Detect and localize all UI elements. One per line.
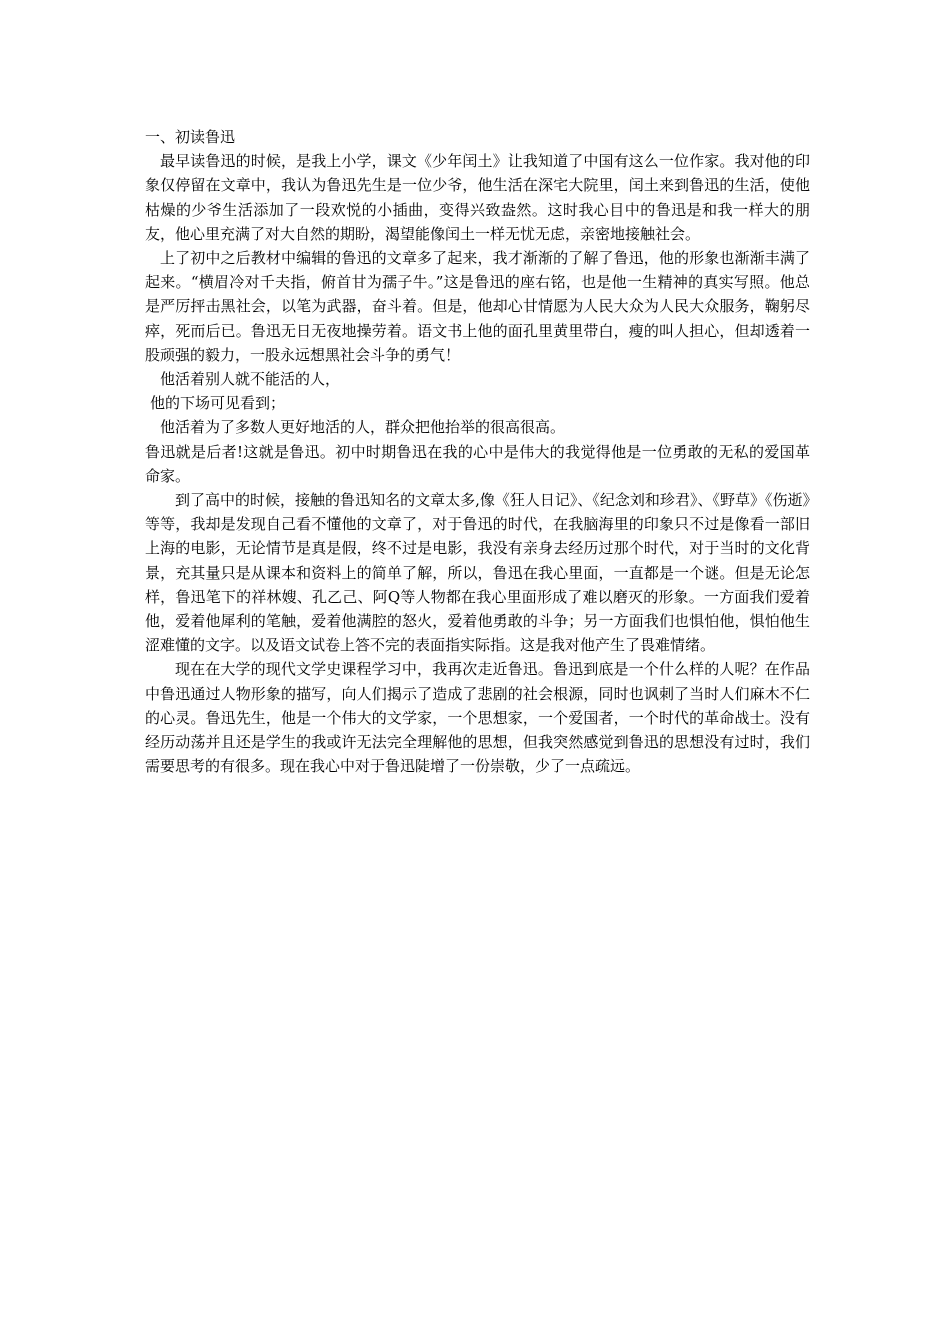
poem-line-2: 他的下场可见看到； [150,394,286,413]
poem-line-3: 他活着为了多数人更好地活的人，群众把他抬举的很高很高。 [160,418,566,437]
paragraph-conclusion-middle: 鲁迅就是后者!这就是鲁迅。初中时期鲁迅在我的心中是伟大的我觉得他是一位勇敢的无私的爱国革命家。 [145,442,810,485]
paragraph-high-school: 到了高中的时候，接触的鲁迅知名的文章太多,像《狂人日记》、《纪念刘和珍君》、《野草》《伤逝》等等，我却是发现自己看不懂他的文章了，对于鲁迅的时代，在我脑海里的印象只不过是像看一部旧上海的电影，无论情节是真是假，终不过是电影，我没有亲身去经历过那个时代，对于当时的文化背景，充其量只是从课本和资料上的简单了解，所以，鲁迅在我心里面，一直都是一个谜。但是无论怎样，鲁迅笔下的祥林嫂、孔乙己、阿Q等人物都在我心里面形成了难以磨灭的形象。一方面我们爱着他，爱着他犀利的笔触，爱着他满腔的怒火，爱着他勇敢的斗争；另一方面我们也惧怕他，惧怕他生涩难懂的文字。以及语文试卷上答不完的表面指实际指。这是我对他产生了畏难情绪。 [145,491,810,655]
poem-line-1: 他活着别人就不能活的人， [160,370,341,389]
paragraph-elementary: 最早读鲁迅的时候，是我上小学，课文《少年闰土》让我知道了中国有这么一位作家。我对他的印象仅停留在文章中，我认为鲁迅先生是一位少爷，他生活在深宅大院里，闰土来到鲁迅的生活，使他枯燥的少爷生活添加了一段欢悦的小插曲，变得兴致盎然。这时我心目中的鲁迅是和我一样大的朋友，他心里充满了对大自然的期盼，渴望能像闰土一样无忧无虑，亲密地接触社会。 [145,152,810,243]
paragraph-middle-school: 上了初中之后教材中编辑的鲁迅的文章多了起来，我才渐渐的了解了鲁迅，他的形象也渐渐丰满了起来。“横眉冷对千夫指，俯首甘为孺子牛。”这是鲁迅的座右铭，也是他一生精神的真实写照。他总是严厉抨击黑社会，以笔为武器，奋斗着。但是，他却心甘情愿为人民大众为人民大众服务，鞠躬尽瘁，死而后已。鲁迅无日无夜地操劳着。语文书上他的面孔里黄里带白，瘦的叫人担心，但却透着一股顽强的毅力，一股永远想黑社会斗争的勇气！ [145,249,810,364]
document-page [145,125,810,778]
paragraph-university: 现在在大学的现代文学史课程学习中，我再次走近鲁迅。鲁迅到底是一个什么样的人呢？在作品中鲁迅通过人物形象的描写，向人们揭示了造成了悲剧的社会根源，同时也讽刺了当时人们麻木不仁的心灵。鲁迅先生，他是一个伟大的文学家，一个思想家，一个爱国者，一个时代的革命战士。没有经历动荡并且还是学生的我或许无法完全理解他的思想，但我突然感觉到鲁迅的思想没有过时，我们需要思考的有很多。现在我心中对于鲁迅陡增了一份崇敬，少了一点疏远。 [145,660,810,776]
section-heading: 一、初读鲁迅 [145,128,236,146]
